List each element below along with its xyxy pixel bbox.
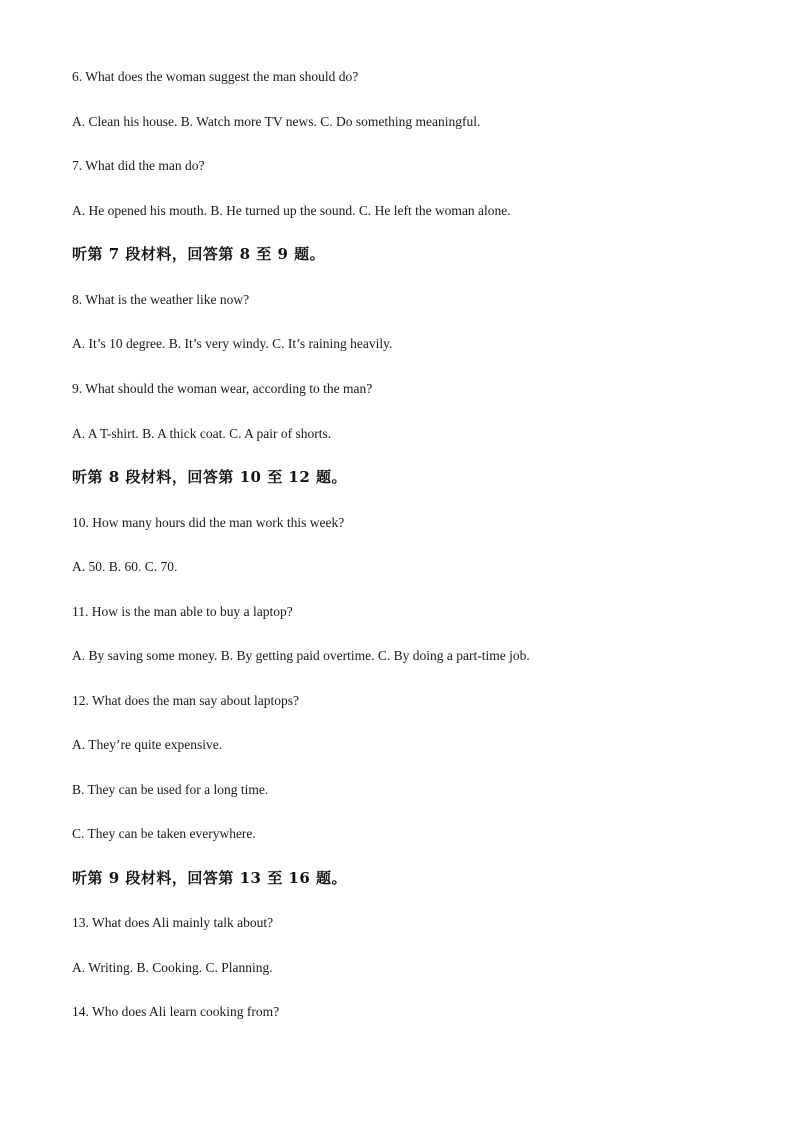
question-14: 14. Who does Ali learn cooking from? — [72, 1004, 280, 1019]
question-11: 11. How is the man able to buy a laptop? — [72, 604, 293, 619]
question-13-options: A. Writing. B. Cooking. C. Planning. — [72, 960, 273, 975]
question-12-option-c: C. They can be taken everywhere. — [72, 826, 256, 841]
question-11-options: A. By saving some money. B. By getting paid overtime. C. By doing a part-time job. — [72, 648, 530, 663]
question-12-option-a: A. They’re quite expensive. — [72, 737, 223, 752]
section-heading-7: 听第 7 段材料，回答第 8 至 9 题。 — [72, 245, 326, 263]
section-heading-9: 听第 9 段材料，回答第 13 至 16 题。 — [72, 869, 348, 887]
question-9: 9. What should the woman wear, according to the man? — [72, 381, 373, 396]
question-6: 6. What does the woman suggest the man should do? — [72, 69, 359, 84]
section-heading-8: 听第 8 段材料，回答第 10 至 12 题。 — [72, 468, 348, 486]
question-9-options: A. A T-shirt. B. A thick coat. C. A pair of shorts. — [72, 426, 332, 441]
question-6-options: A. Clean his house. B. Watch more TV news. C. Do something meaningful. — [72, 114, 481, 129]
question-7-options: A. He opened his mouth. B. He turned up the sound. C. He left the woman alone. — [72, 203, 511, 218]
question-10: 10. How many hours did the man work this week? — [72, 515, 345, 530]
question-12-option-b: B. They can be used for a long time. — [72, 782, 269, 797]
question-13: 13. What does Ali mainly talk about? — [72, 915, 274, 930]
question-8-options: A. It’s 10 degree. B. It’s very windy. C. It’s raining heavily. — [72, 336, 393, 351]
question-7: 7. What did the man do? — [72, 158, 205, 173]
question-10-options: A. 50. B. 60. C. 70. — [72, 559, 178, 574]
question-12: 12. What does the man say about laptops? — [72, 693, 299, 708]
question-8: 8. What is the weather like now? — [72, 292, 250, 307]
